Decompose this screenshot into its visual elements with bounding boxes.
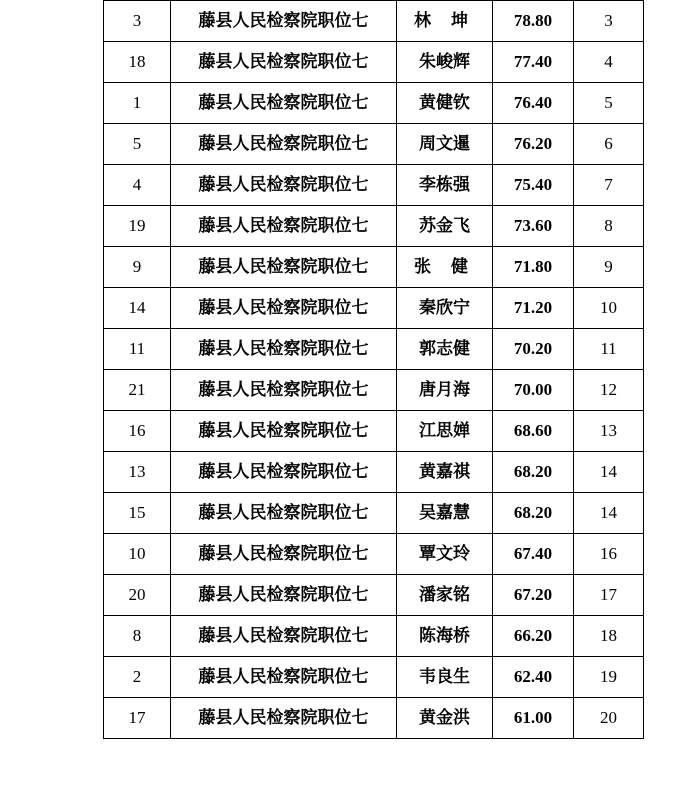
position-cell: 藤县人民检察院职位七 — [171, 247, 397, 288]
position-cell: 藤县人民检察院职位七 — [171, 124, 397, 165]
table-row — [104, 83, 644, 124]
score-cell: 67.20 — [493, 575, 574, 616]
candidate-number-cell: 2 — [104, 657, 171, 698]
candidate-number-cell: 20 — [104, 575, 171, 616]
table-row — [104, 206, 644, 247]
score-cell: 67.40 — [493, 534, 574, 575]
table-body — [104, 1, 644, 739]
score-cell: 76.20 — [493, 124, 574, 165]
score-cell: 62.40 — [493, 657, 574, 698]
candidate-name-cell: 林 坤 — [397, 1, 493, 42]
candidate-name-cell: 覃文玲 — [397, 534, 493, 575]
table-row — [104, 616, 644, 657]
table-row — [104, 1, 644, 42]
candidate-name-cell: 郭志健 — [397, 329, 493, 370]
rank-cell: 16 — [574, 534, 644, 575]
rank-cell: 5 — [574, 83, 644, 124]
position-cell: 藤县人民检察院职位七 — [171, 329, 397, 370]
position-cell: 藤县人民检察院职位七 — [171, 1, 397, 42]
table-row — [104, 411, 644, 452]
candidate-name-cell: 陈海桥 — [397, 616, 493, 657]
score-cell: 73.60 — [493, 206, 574, 247]
candidate-number-cell: 15 — [104, 493, 171, 534]
candidate-number-cell: 13 — [104, 452, 171, 493]
candidate-name-cell: 李栋强 — [397, 165, 493, 206]
table-row — [104, 493, 644, 534]
score-cell: 68.20 — [493, 493, 574, 534]
position-cell: 藤县人民检察院职位七 — [171, 452, 397, 493]
candidate-number-cell: 17 — [104, 698, 171, 739]
rank-cell: 3 — [574, 1, 644, 42]
score-cell: 68.60 — [493, 411, 574, 452]
position-cell: 藤县人民检察院职位七 — [171, 83, 397, 124]
position-cell: 藤县人民检察院职位七 — [171, 575, 397, 616]
table-row — [104, 657, 644, 698]
candidate-number-cell: 3 — [104, 1, 171, 42]
score-cell: 70.00 — [493, 370, 574, 411]
rank-cell: 17 — [574, 575, 644, 616]
candidate-name-cell: 周文暹 — [397, 124, 493, 165]
position-cell: 藤县人民检察院职位七 — [171, 370, 397, 411]
candidate-name-cell: 黄健钦 — [397, 83, 493, 124]
candidate-name-cell: 唐月海 — [397, 370, 493, 411]
rank-cell: 18 — [574, 616, 644, 657]
position-cell: 藤县人民检察院职位七 — [171, 165, 397, 206]
candidate-name-cell: 黄金洪 — [397, 698, 493, 739]
table-row — [104, 370, 644, 411]
rank-cell: 10 — [574, 288, 644, 329]
score-cell: 68.20 — [493, 452, 574, 493]
position-cell: 藤县人民检察院职位七 — [171, 698, 397, 739]
table-row — [104, 288, 644, 329]
candidate-number-cell: 18 — [104, 42, 171, 83]
candidate-number-cell: 10 — [104, 534, 171, 575]
rank-cell: 6 — [574, 124, 644, 165]
position-cell: 藤县人民检察院职位七 — [171, 493, 397, 534]
candidate-name-cell: 苏金飞 — [397, 206, 493, 247]
candidate-name-cell: 江思婵 — [397, 411, 493, 452]
score-cell: 70.20 — [493, 329, 574, 370]
position-cell: 藤县人民检察院职位七 — [171, 411, 397, 452]
rank-cell: 14 — [574, 452, 644, 493]
score-cell: 66.20 — [493, 616, 574, 657]
position-cell: 藤县人民检察院职位七 — [171, 288, 397, 329]
position-cell: 藤县人民检察院职位七 — [171, 657, 397, 698]
candidate-name-cell: 朱峻辉 — [397, 42, 493, 83]
table-row — [104, 698, 644, 739]
candidate-name-cell: 张 健 — [397, 247, 493, 288]
table-row — [104, 165, 644, 206]
score-cell: 77.40 — [493, 42, 574, 83]
candidate-name-cell: 韦良生 — [397, 657, 493, 698]
candidate-number-cell: 5 — [104, 124, 171, 165]
table-row — [104, 329, 644, 370]
rank-cell: 7 — [574, 165, 644, 206]
position-cell: 藤县人民检察院职位七 — [171, 42, 397, 83]
table-row — [104, 575, 644, 616]
rank-cell: 12 — [574, 370, 644, 411]
score-cell: 61.00 — [493, 698, 574, 739]
rank-cell: 8 — [574, 206, 644, 247]
rank-cell: 11 — [574, 329, 644, 370]
candidate-name-cell: 吴嘉慧 — [397, 493, 493, 534]
score-cell: 71.80 — [493, 247, 574, 288]
rank-cell: 13 — [574, 411, 644, 452]
table-row — [104, 452, 644, 493]
table-row — [104, 42, 644, 83]
exam-score-table — [103, 0, 644, 739]
candidate-number-cell: 9 — [104, 247, 171, 288]
position-cell: 藤县人民检察院职位七 — [171, 534, 397, 575]
candidate-number-cell: 11 — [104, 329, 171, 370]
candidate-number-cell: 8 — [104, 616, 171, 657]
rank-cell: 14 — [574, 493, 644, 534]
candidate-number-cell: 16 — [104, 411, 171, 452]
candidate-number-cell: 4 — [104, 165, 171, 206]
score-cell: 75.40 — [493, 165, 574, 206]
candidate-number-cell: 14 — [104, 288, 171, 329]
candidate-number-cell: 19 — [104, 206, 171, 247]
rank-cell: 9 — [574, 247, 644, 288]
table-row — [104, 247, 644, 288]
table-row — [104, 124, 644, 165]
rank-cell: 19 — [574, 657, 644, 698]
position-cell: 藤县人民检察院职位七 — [171, 616, 397, 657]
rank-cell: 4 — [574, 42, 644, 83]
score-cell: 78.80 — [493, 1, 574, 42]
candidate-number-cell: 1 — [104, 83, 171, 124]
table-row — [104, 534, 644, 575]
candidate-name-cell: 黄嘉祺 — [397, 452, 493, 493]
score-cell: 71.20 — [493, 288, 574, 329]
candidate-name-cell: 秦欣宁 — [397, 288, 493, 329]
candidate-number-cell: 21 — [104, 370, 171, 411]
score-cell: 76.40 — [493, 83, 574, 124]
position-cell: 藤县人民检察院职位七 — [171, 206, 397, 247]
candidate-name-cell: 潘家铭 — [397, 575, 493, 616]
rank-cell: 20 — [574, 698, 644, 739]
